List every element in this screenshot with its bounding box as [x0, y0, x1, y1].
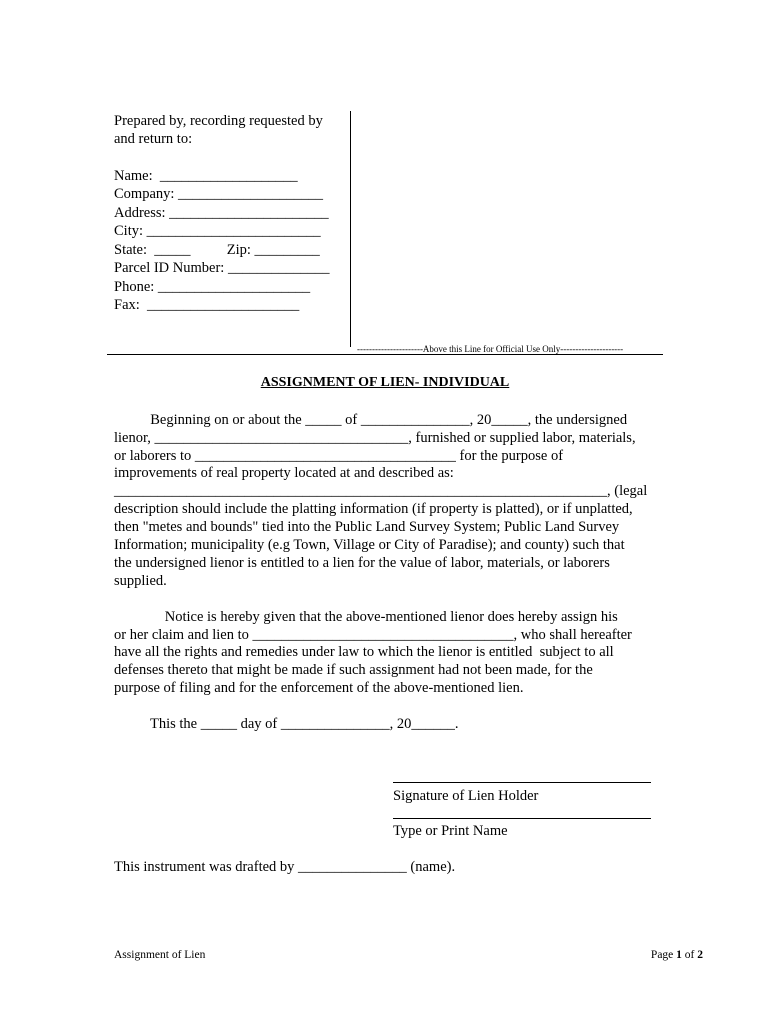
city-field: City: ________________________ [114, 223, 321, 239]
document-title: ASSIGNMENT OF LIEN- INDIVIDUAL [260, 375, 510, 390]
prepared-by-label: Prepared by, recording requested by [114, 113, 323, 129]
paragraph-line: or laborers to ____________________________________ for the purpose of [114, 448, 564, 464]
page-prefix: Page [650, 949, 677, 961]
paragraph-line: ____________________________________________________________________, (legal [114, 483, 648, 499]
paragraph-line: lienor, ___________________________________, furnished or supplied labor, materials, [114, 430, 636, 446]
page-of: of [681, 949, 698, 961]
paragraph-line: Beginning on or about the _____ of _______________, 20_____, the undersigned [114, 412, 628, 428]
paragraph-line: then "metes and bounds" tied into the Public Land Survey System; Public Land Survey [114, 519, 620, 535]
print-name-line [393, 818, 651, 819]
paragraph-line: or her claim and lien to ____________________________________, who shall hereafter [114, 627, 632, 643]
recording-divider-horizontal [107, 354, 663, 355]
official-use-notice: ----------------------Above this Line for Official Use Only--------------------- [357, 344, 624, 354]
phone-field: Phone: _____________________ [114, 279, 311, 295]
drafted-by-line: This instrument was drafted by _______________ (name). [114, 859, 456, 875]
recording-divider-vertical [350, 111, 351, 347]
return-to-label: and return to: [114, 131, 193, 147]
date-line: This the _____ day of _______________, 20______. [114, 716, 459, 732]
paragraph-line: have all the rights and remedies under law to which the lienor is entitled subject to all [114, 644, 614, 660]
paragraph-line: the undersigned lienor is entitled to a lien for the value of labor, materials, or laborers [114, 555, 610, 571]
state-zip-field: State: _____ Zip: _________ [114, 242, 320, 258]
print-name-label: Type or Print Name [393, 823, 508, 839]
page-indicator [651, 949, 703, 961]
paragraph-line: supplied. [114, 573, 167, 589]
fax-field: Fax: _____________________ [114, 297, 300, 313]
paragraph-line: defenses thereto that might be made if such assignment had not been made, for the [114, 662, 593, 678]
signature-line [393, 782, 651, 783]
company-field: Company: ____________________ [114, 186, 324, 202]
paragraph-line: purpose of filing and for the enforcement of the above-mentioned lien. [114, 680, 524, 696]
page-total: 2 [697, 949, 703, 961]
parcel-id-field: Parcel ID Number: ______________ [114, 260, 330, 276]
address-field: Address: ______________________ [114, 205, 329, 221]
paragraph-line: Information; municipality (e.g Town, Village or City of Paradise); and county) such that [114, 537, 625, 553]
paragraph-line: description should include the platting information (if property is platted), or if unplatted, [114, 501, 633, 517]
paragraph-line: improvements of real property located at and described as: [114, 465, 454, 481]
footer-document-name: Assignment of Lien [114, 949, 206, 961]
signature-label: Signature of Lien Holder [393, 788, 539, 804]
paragraph-line: Notice is hereby given that the above-mentioned lienor does hereby assign his [114, 609, 618, 625]
name-field: Name: ___________________ [114, 168, 298, 184]
page-current: 1 [676, 949, 682, 961]
